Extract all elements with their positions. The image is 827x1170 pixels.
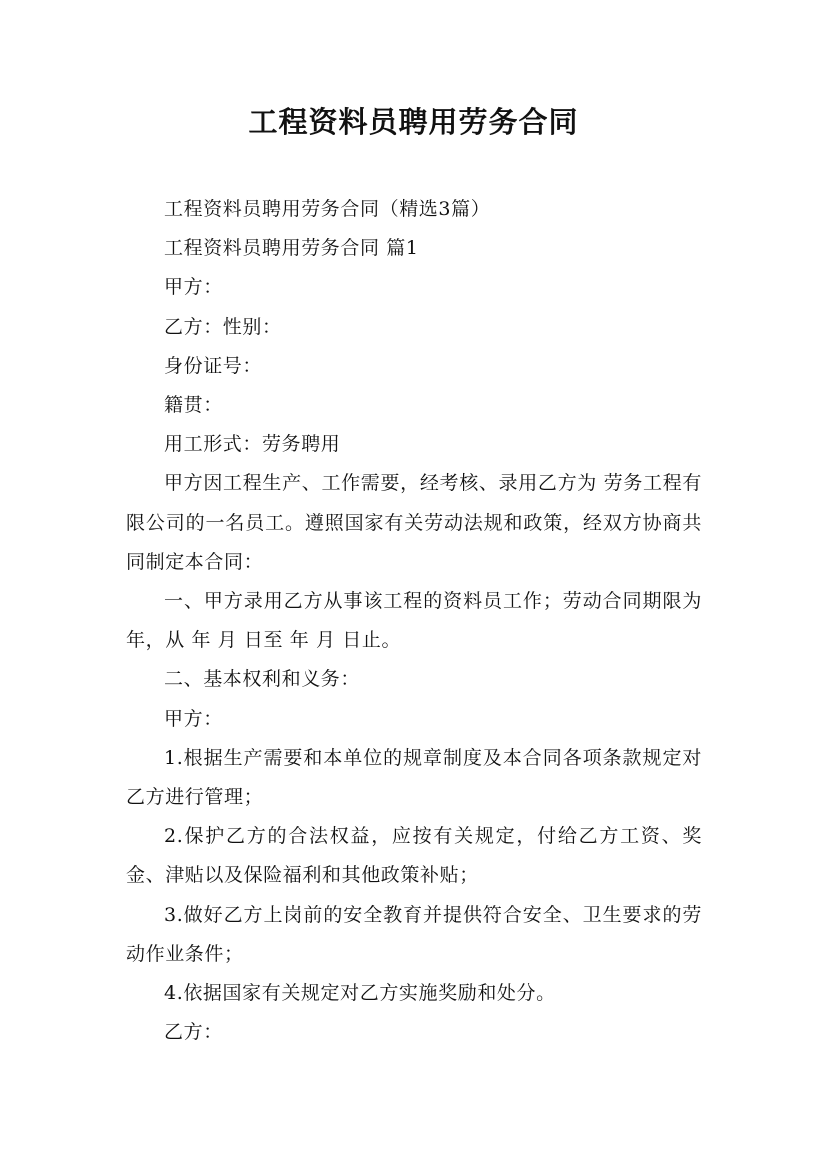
paragraph-subtitle: 工程资料员聘用劳务合同（精选3篇） xyxy=(164,198,491,220)
paragraph-party-a-duties: 甲方： xyxy=(164,707,223,730)
paragraph-party-b-gender: 乙方：性别： xyxy=(164,315,282,338)
paragraph-preamble: 甲方因工程生产、工作需要，经考核、录用乙方为 劳务工程有限公司的一名员工。遵照国家有关劳动法规和政策，经双方协商共同制定本合同： xyxy=(126,472,702,573)
paragraph-id-number: 身份证号： xyxy=(164,354,263,377)
paragraph-duty-1: 1.根据生产需要和本单位的规章制度及本合同各项条款规定对乙方进行管理； xyxy=(126,746,702,809)
document-body xyxy=(126,190,702,1052)
paragraph-duty-2: 2.保护乙方的合法权益，应按有关规定，付给乙方工资、奖金、津贴以及保险福利和其他政策补贴； xyxy=(126,825,702,887)
paragraph-section-heading: 工程资料员聘用劳务合同 篇1 xyxy=(164,237,419,260)
paragraph-native-place: 籍贯： xyxy=(164,394,223,417)
paragraph-clause-2: 二、基本权利和义务： xyxy=(164,668,361,691)
paragraph-duty-3: 3.做好乙方上岗前的安全教育并提供符合安全、卫生要求的劳动作业条件； xyxy=(126,903,702,965)
paragraph-party-a: 甲方： xyxy=(164,276,223,299)
document-title: 工程资料员聘用劳务合同 xyxy=(248,105,579,139)
paragraph-employment-form: 用工形式：劳务聘用 xyxy=(164,433,341,456)
paragraph-clause-1: 一、甲方录用乙方从事该工程的资料员工作；劳动合同期限为 年，从 年 月 日至 年 月 日止。 xyxy=(126,590,702,652)
paragraph-party-b-duties: 乙方： xyxy=(164,1021,223,1044)
paragraph-duty-4: 4.依据国家有关规定对乙方实施奖励和处分。 xyxy=(164,982,556,1005)
